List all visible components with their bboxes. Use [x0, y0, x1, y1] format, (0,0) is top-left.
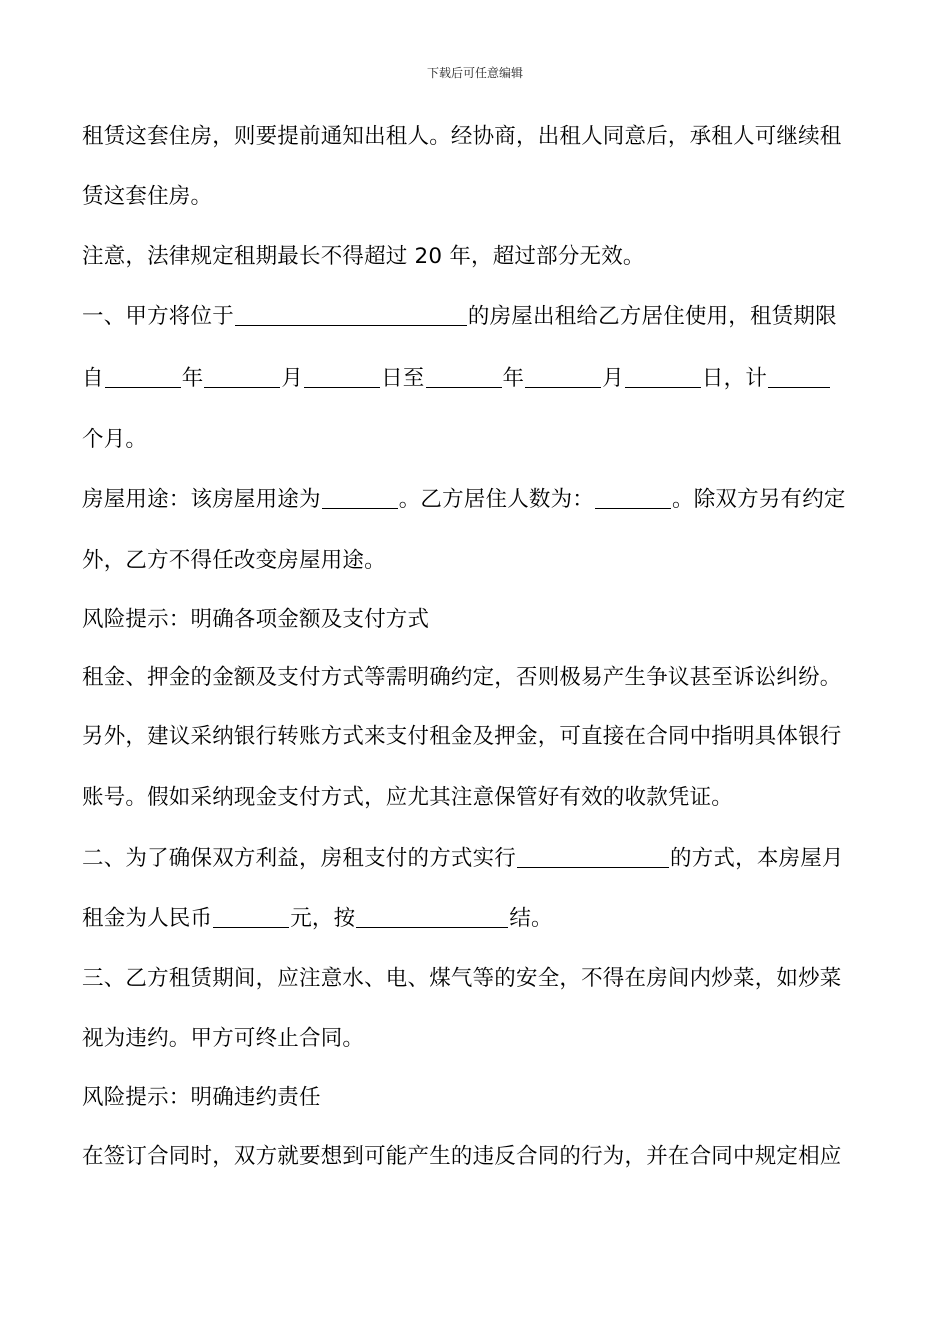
house-usage-line: [82, 485, 872, 515]
clause-two-payment-line: [82, 844, 872, 874]
clause-text: 二、为了确保双方利益，房租支付的方式实行: [82, 846, 517, 871]
blank-occupants[interactable]: [595, 488, 671, 509]
clause-text: 房屋用途：该房屋用途为: [82, 487, 321, 512]
clause-text: 。乙方居住人数为：: [398, 487, 595, 512]
blank-end-month[interactable]: [525, 367, 601, 388]
blank-end-day[interactable]: [625, 367, 701, 388]
clause-text: 月: [281, 366, 304, 391]
clause-one-location-line: [82, 302, 872, 332]
clause-text: 元，按: [290, 906, 356, 931]
lease-period-line: [82, 364, 872, 394]
clause-text: 的方式，本房屋月: [670, 846, 844, 871]
monthly-rent-line: [82, 904, 872, 934]
clause-text: 的房屋出租给乙方居住使用，租赁期限: [467, 304, 837, 329]
paragraph-line: 租金、押金的金额及支付方式等需明确约定，否则极易产生争议甚至诉讼纠纷。: [82, 665, 842, 690]
clause-text: 自: [82, 366, 104, 391]
clause-text: 结。: [509, 906, 553, 931]
blank-house-location[interactable]: [235, 305, 467, 326]
paragraph-line: 在签订合同时，双方就要想到可能产生的违反合同的行为，并在合同中规定相应: [82, 1144, 842, 1169]
blank-settlement-period[interactable]: [356, 907, 508, 928]
page-header: 下载后可任意编辑: [426, 66, 523, 80]
blank-end-year[interactable]: [426, 367, 502, 388]
paragraph-line: 个月。: [82, 427, 148, 452]
paragraph-line: 三、乙方租赁期间，应注意水、电、煤气等的安全，不得在房间内炒菜，如炒菜: [82, 966, 842, 991]
paragraph-line: 另外，建议采纳银行转账方式来支付租金及押金，可直接在合同中指明具体银行: [82, 724, 842, 749]
clause-text: 月: [602, 366, 624, 391]
paragraph-line: 租赁这套住房，则要提前通知出租人。经协商，出租人同意后，承租人可继续租: [82, 124, 842, 149]
clause-text: 年: [181, 366, 204, 391]
clause-text: 年: [502, 366, 525, 391]
risk-tip-heading: 风险提示：明确各项金额及支付方式: [82, 607, 430, 632]
blank-start-month[interactable]: [204, 367, 280, 388]
blank-start-day[interactable]: [304, 367, 380, 388]
clause-text: 。除双方另有约定: [672, 487, 846, 512]
paragraph-line: 赁这套住房。: [82, 184, 213, 209]
blank-total-months[interactable]: [768, 367, 830, 388]
clause-text: 一、甲方将位于: [82, 304, 234, 329]
paragraph-line: 外，乙方不得任改变房屋用途。: [82, 548, 386, 573]
paragraph-line: 视为违约。甲方可终止合同。: [82, 1026, 365, 1051]
clause-text: 租金为人民币: [82, 906, 213, 931]
clause-text: 日至: [381, 366, 425, 391]
risk-tip-heading: 风险提示：明确违约责任: [82, 1085, 321, 1110]
paragraph-line: 注意，法律规定租期最长不得超过 20 年，超过部分无效。: [82, 244, 645, 269]
blank-house-usage[interactable]: [322, 488, 398, 509]
paragraph-line: 账号。假如采纳现金支付方式，应尤其注意保管好有效的收款凭证。: [82, 785, 734, 810]
blank-rent-amount[interactable]: [213, 907, 289, 928]
blank-start-year[interactable]: [105, 367, 181, 388]
blank-payment-method[interactable]: [517, 847, 669, 868]
clause-text: 日，计: [701, 366, 768, 391]
